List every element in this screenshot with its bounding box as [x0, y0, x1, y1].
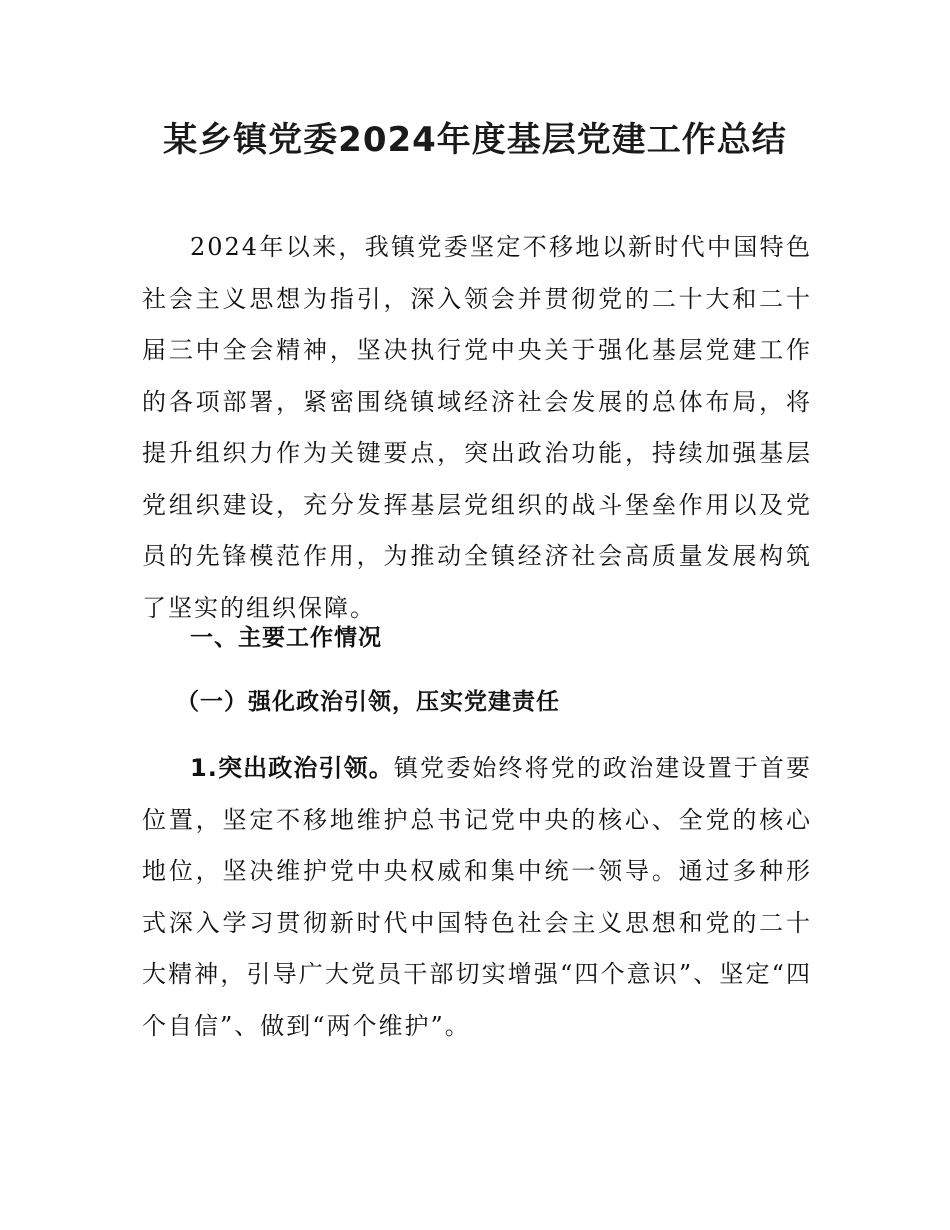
item-1-body: 镇党委始终将党的政治建设置于首要位置，坚定不移地维护总书记党中央的核心、全党的核心地位，坚决维护党中央权威和集中统一领导。通过多种形式深入学习贯彻新时代中国特色社会主义思想和党的二十大精神，引导广大党员干部切实增强“四个意识”、坚定“四个自信”、做到“两个维护”。 — [142, 754, 812, 1040]
subsection-heading: （一）强化政治引领，压实党建责任 — [176, 689, 560, 715]
item-1-lead: 1.突出政治引领。 — [190, 754, 394, 782]
document-title: 某乡镇党委2024年度基层党建工作总结 — [163, 120, 787, 160]
intro-paragraph: 2024年以来，我镇党委坚定不移地以新时代中国特色社会主义思想为指引，深入领会并贯彻党的二十大和二十届三中全会精神，坚决执行党中央关于强化基层党建工作的各项部署，紧密围绕镇域经济社会发展的总体布局，将提升组织力作为关键要点，突出政治功能，持续加强基层党组织建设，充分发挥基层党组织的战斗堡垒作用以及党员的先锋模范作用，为推动全镇经济社会高质量发展构筑了坚实的组织保障。 — [142, 233, 812, 622]
section-heading: 一、主要工作情况 — [190, 625, 382, 651]
item-1-paragraph — [142, 743, 812, 1052]
